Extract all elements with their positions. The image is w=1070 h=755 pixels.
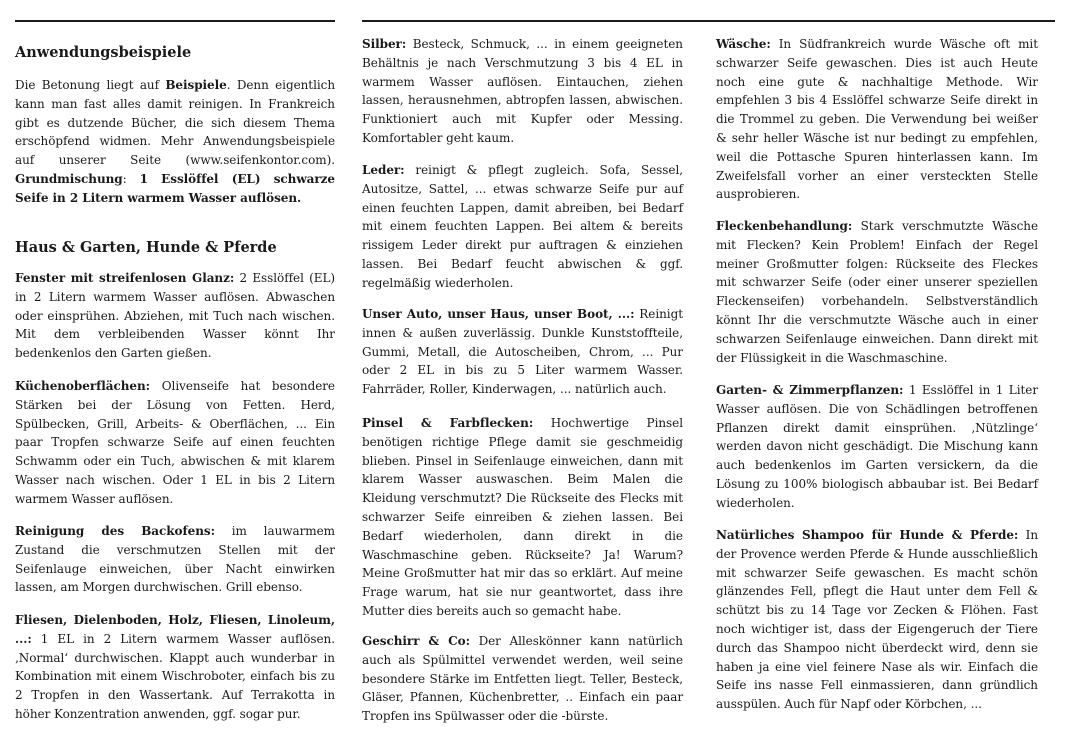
- section-title: Fliesen, Dielenboden, Holz, Fliesen, Linoleum, ...:: [15, 613, 335, 646]
- section-text: reinigt & pflegt zugleich. Sofa, Sessel, Autositze, Sattel, ... etwas schwarze Seife pur auf einen feuchten Lappen, damit abreiben, bei Bedarf mit einem feuchten Lappen. Bei altem & bereits rissigem Leder direkt pur auftragen & einziehen lassen. Bei Bedarf feucht abwischen & ggf. regelmäßig wiederholen.: [362, 163, 683, 290]
- section-title: Unser Auto, unser Haus, unser Boot, ...:: [362, 307, 635, 321]
- section-fleckenbehandlung: [716, 217, 1038, 367]
- section-text: Der Alleskönner kann natürlich auch als Spülmittel verwendet werden, weil seine besondere Stärke im Entfetten liegt. Teller, Besteck, Gläser, Pfannen, Küchenbretter, .. Einfach ein paar Tropfen ins Spülwasser oder die -bürste.: [362, 634, 683, 724]
- intro-bold-3: 1 Esslöffel (EL) schwarze Seife in 2 Litern warmem Wasser auflösen.: [15, 171, 335, 205]
- section-text: Besteck, Schmuck, ... in einem geeigneten Behältnis je nach Verschmutzung 3 bis 4 EL in warmem Wasser auflösen. Eintauchen, ziehen lassen, herausnehmen, abtropfen lassen, abwischen. Funktioniert auch mit Kupfer oder Messing. Komfortabler geht kaum.: [362, 37, 683, 145]
- intro-paragraph: [15, 76, 335, 208]
- section-title: Natürliches Shampoo für Hunde & Pferde:: [716, 528, 1019, 542]
- intro-text-2: . Denn eigentlich kann man fast alles damit reinigen. In Frankreich gibt es dutzende Bücher, die sich diesem Thema erschöpfend widmen. Mehr Anwendungsbeispiele auf unserer Seite (www.seifenkontor.com).: [15, 78, 336, 168]
- section-fenster: [15, 269, 335, 363]
- section-kuechenoberflaechen: [15, 377, 335, 509]
- section-text: 1 EL in 2 Litern warmem Wasser auflösen. ‚Normal‘ durchwischen. Klappt auch wunderbar in Kombination mit einem Wischroboter, einfach bis zu 2 Tropfen in den Wassertank. Auf Terrakotta in höher Konzentration anwenden, ggf. sogar pur.: [15, 631, 335, 721]
- intro-text-3: :: [122, 171, 140, 186]
- section-leder: [362, 161, 683, 293]
- section-shampoo: [716, 526, 1038, 714]
- section-title: Pinsel & Farbflecken:: [362, 416, 534, 430]
- section-title: Wäsche:: [716, 37, 771, 51]
- intro-bold-2: Grundmischung: [15, 171, 123, 186]
- section-silber: [362, 35, 683, 148]
- section-text: Reinigt innen & außen zuverlässig. Dunkle Kunststoffteile, Gummi, Metall, die Autoscheiben, Chrom, ... Pur oder 2 EL in bis zu 5 Liter warmem Wasser. Fahrräder, Roller, Kinderwagen, ... natürlich auch.: [362, 307, 683, 397]
- section-text: Olivenseife hat besondere Stärken bei der Lösung von Fetten. Herd, Spülbecken, Grill, Arbeits- & Oberflächen, ... Ein paar Tropfen schwarze Seife auf einen feuchten Schwamm oder ein Tuch, abwischen & mit klarem Wasser nach wischen. Oder 1 EL in bis 2 Litern warmem Wasser auflösen.: [15, 379, 335, 506]
- section-geschirr: [362, 632, 683, 726]
- section-pinsel-farbflecken: [362, 414, 683, 621]
- section-text: Hochwertige Pinsel benötigen richtige Pflege damit sie geschmeidig blieben. Pinsel in Seifenlauge einweichen, dann mit klarem Wasser auswaschen. Beim Malen die Kleidung verschmutzt? Die Rückseite des Flecks mit schwarzer Seife einreiben & ziehen lassen. Bei Bedarf wiederholen, dann direkt in die Waschmaschine geben. Rückseite? Ja! Warum? Meine Großmutter hat mir das so erklärt. Auf meine Frage warum, hat sie nur geantwortet, dass ihre Mutter dies bereits auch so gemacht habe.: [362, 416, 683, 618]
- section-title: Leder:: [362, 163, 405, 177]
- section-fliesen: [15, 611, 335, 724]
- section-title: Silber:: [362, 37, 407, 51]
- section-waesche: [716, 35, 1038, 204]
- section-title: Fenster mit streifenlosen Glanz:: [15, 271, 235, 285]
- heading-anwendungsbeispiele: Anwendungsbeispiele: [15, 44, 192, 61]
- heading-haus-garten: Haus & Garten, Hunde & Pferde: [15, 239, 277, 256]
- intro-text-1: Die Betonung liegt auf: [15, 78, 166, 92]
- section-backofen: [15, 522, 335, 597]
- section-title: Reinigung des Backofens:: [15, 524, 215, 538]
- section-pflanzen: [716, 381, 1038, 513]
- section-text: Stark verschmutzte Wäsche mit Flecken? Kein Problem! Einfach der Regel meiner Großmutter folgen: Rückseite des Fleckes mit schwarzer Seife (oder einer unserer speziellen Fleckenseifen) vorbehandeln. Selbstverständlich könnt Ihr die verschmutzte Wäsche auch in einer schwarzen Seifenlauge einweichen. Dann direkt mit der Flüssigkeit in die Waschmaschine.: [716, 219, 1038, 365]
- section-title: Fleckenbehandlung:: [716, 219, 853, 233]
- section-text: 2 Esslöffel (EL) in 2 Litern warmem Wasser auflösen. Abwaschen oder einsprühen. Abziehen, mit Tuch nach wischen. Mit dem verbleibenden Wasser könnt Ihr bedenkenlos den Garten gießen.: [15, 271, 335, 361]
- section-text: In Südfrankreich wurde Wäsche oft mit schwarzer Seife gewaschen. Dies ist auch Heute noch eine gute & nachhaltige Methode. Wir empfehlen 3 bis 4 Esslöffel schwarze Seife direkt in die Trommel zu geben. Die Verwendung bei weißer & sehr heller Wäsche ist nur bedingt zu empfehlen, weil die Pottasche Spuren hinterlassen kann. Im Zweifelsfall vorher an einer versteckten Stelle ausprobieren.: [716, 37, 1038, 202]
- section-auto-haus-boot: [362, 305, 683, 399]
- section-title: Küchenoberflächen:: [15, 379, 151, 393]
- section-text: In der Provence werden Pferde & Hunde ausschließlich mit schwarzer Seife gewaschen. Es macht schön glänzendes Fell, pflegt die Haut unter dem Fell & schützt bis zu 14 Tage vor Zecken & Flöhen. Fast noch wichtiger ist, dass der Eigengeruch der Tiere durch das Shampoo nicht überdeckt wird, denn sie haben ja eine viel feinere Nase als wir. Einfach die Seife ins nasse Fell einmassieren, dann gründlich ausspülen. Auch für Napf oder Körbchen, ...: [716, 528, 1039, 712]
- top-rule-right: [362, 20, 1055, 22]
- section-text: 1 Esslöffel in 1 Liter Wasser auflösen. Die von Schädlingen betroffenen Pflanzen direkt damit einsprühen. ‚Nützlinge‘ werden davon nicht geschädigt. Die Mischung kann auch bedenkenlos im Garten versickern, da die Lösung zu 100% biologisch abbaubar ist. Bei Bedarf wiederholen.: [716, 383, 1039, 510]
- section-text: im lauwarmem Zustand die verschmutzen Stellen mit der Seifenlauge einweichen, über Nacht einwirken lassen, am Morgen durchwischen. Grill ebenso.: [15, 524, 335, 595]
- intro-bold-1: Beispiele: [165, 78, 227, 92]
- top-rule-left: [15, 20, 335, 22]
- section-title: Geschirr & Co:: [362, 634, 470, 648]
- section-title: Garten- & Zimmerpflanzen:: [716, 383, 904, 397]
